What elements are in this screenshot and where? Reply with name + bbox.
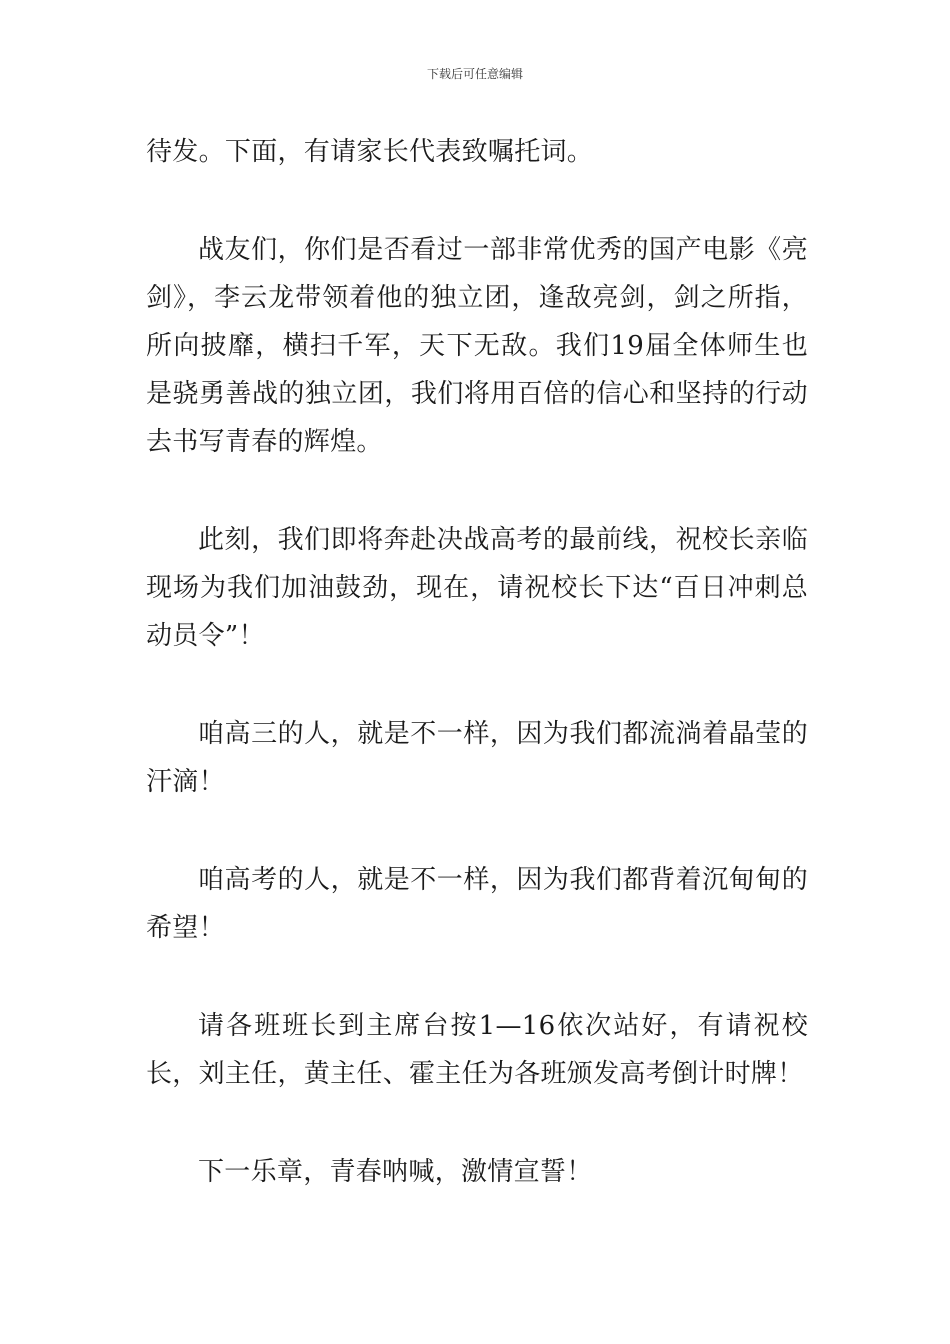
paragraph-class-monitors: 请各班班长到主席台按1—16依次站好，有请祝校长，刘主任，黄主任、霍主任为各班颁发高考倒计时牌！ (146, 1011, 808, 1089)
document-body (146, 128, 808, 1196)
paragraph-next-chapter: 下一乐章，青春呐喊，激情宣誓！ (198, 1157, 593, 1187)
paragraph-liangjian: 战友们，你们是否看过一部非常优秀的国产电影《亮剑》，李云龙带领着他的独立团，逢敌亮剑，剑之所指，所向披靡，横扫千军，天下无敌。我们19届全体师生也是骁勇善战的独立团，我们将用百倍的信心和坚持的行动去书写青春的辉煌。 (146, 235, 808, 457)
page-header-note: 下载后可任意编辑 (426, 67, 523, 81)
paragraph-principal-order: 此刻，我们即将奔赴决战高考的最前线，祝校长亲临现场为我们加油鼓劲，现在，请祝校长下达“百日冲刺总动员令”！ (146, 525, 808, 651)
paragraph-gaokao: 咱高考的人，就是不一样，因为我们都背着沉甸甸的希望！ (146, 865, 808, 943)
paragraph-continuation: 待发。下面，有请家长代表致嘱托词。 (146, 137, 594, 167)
paragraph-gaosan: 咱高三的人，就是不一样，因为我们都流淌着晶莹的汗滴！ (146, 719, 808, 797)
